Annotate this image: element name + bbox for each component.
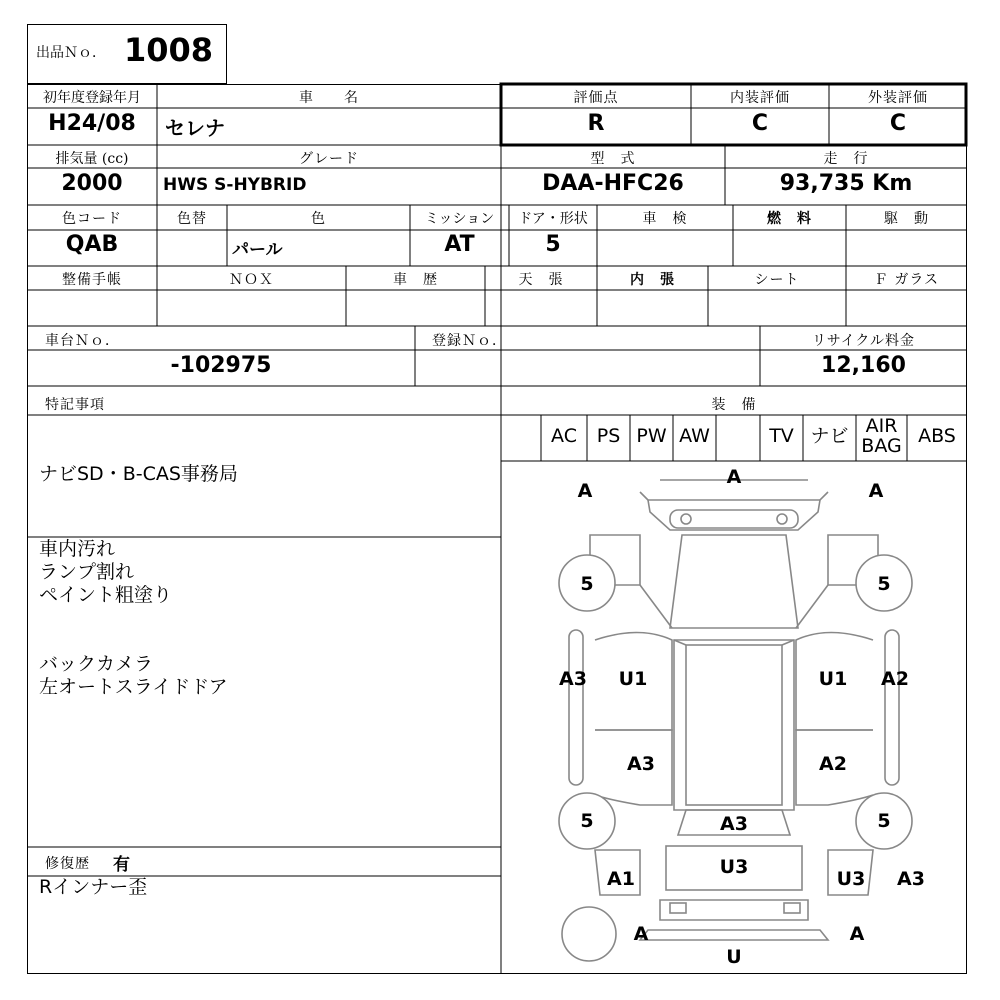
mileage-label: 走 行 bbox=[823, 151, 869, 167]
grade-value: HWS S-HYBRID bbox=[163, 175, 307, 195]
drive-label: 駆 動 bbox=[884, 211, 929, 227]
equipment-ps: PS bbox=[596, 425, 621, 447]
diagram-rear-right: A bbox=[849, 923, 865, 945]
color-code-value: QAB bbox=[65, 232, 119, 257]
maintenance-book-label: 整備手帳 bbox=[62, 272, 122, 288]
equipment-ac: AC bbox=[551, 425, 577, 447]
repair-history-label: 修復歴 bbox=[45, 856, 90, 872]
special-notes-body: 車内汚れ ランプ割れ ペイント粗塗り バックカメラ 左オートスライドドア bbox=[39, 538, 228, 698]
diagram-front-right: A bbox=[868, 480, 884, 502]
color-code-label: 色コード bbox=[62, 211, 122, 227]
equipment-tv: TV bbox=[769, 425, 794, 447]
exterior-grade-label: 外装評価 bbox=[868, 90, 928, 106]
fuel-label: 燃 料 bbox=[767, 211, 812, 227]
lot-number-value: 1008 bbox=[124, 31, 214, 69]
roof-lining-label: 天 張 bbox=[518, 272, 564, 288]
diagram-left-rear-quarter: A1 bbox=[607, 868, 635, 890]
displacement-value: 2000 bbox=[61, 171, 123, 196]
interior-grade-value: C bbox=[751, 111, 769, 136]
model-code-label: 型 式 bbox=[590, 151, 636, 167]
equipment-navi: ナビ bbox=[810, 425, 849, 447]
equipment-abs: ABS bbox=[918, 425, 956, 447]
door-value: 5 bbox=[545, 232, 561, 257]
special-notes-label: 特記事項 bbox=[45, 397, 105, 413]
score-label: 評価点 bbox=[573, 90, 619, 106]
chassis-number-label: 車台Ｎｏ． bbox=[45, 333, 120, 349]
diagram-left-rear-door: A3 bbox=[627, 753, 655, 775]
lot-number-label: 出品Ｎｏ． bbox=[36, 45, 106, 61]
car-name-label: 車 名 bbox=[299, 90, 359, 106]
exterior-grade-value: C bbox=[889, 111, 907, 136]
recycle-fee-label: リサイクル料金 bbox=[811, 333, 916, 349]
interior-grade-label: 内装評価 bbox=[730, 90, 790, 106]
vehicle-history-label: 車 歴 bbox=[393, 272, 438, 288]
diagram-tire-rear-left: 5 bbox=[580, 810, 594, 832]
first-registration-label: 初年度登録年月 bbox=[43, 90, 141, 106]
diagram-front-center: A bbox=[726, 466, 742, 488]
diagram-left-front-door: U1 bbox=[618, 668, 648, 690]
diagram-tire-rear-right: 5 bbox=[877, 810, 891, 832]
recycle-fee-value: 12,160 bbox=[821, 353, 906, 378]
front-glass-label: Ｆ ガラス bbox=[873, 272, 940, 288]
diagram-tire-front-right: 5 bbox=[877, 573, 891, 595]
repaint-label: 色替 bbox=[177, 211, 207, 227]
mission-label: ミッション bbox=[424, 211, 495, 227]
mileage-value: 93,735 Km bbox=[779, 171, 913, 196]
diagram-right-rear-door: A2 bbox=[819, 753, 847, 775]
color-label: 色 bbox=[311, 211, 326, 227]
grade-label: グレード bbox=[299, 151, 359, 167]
chassis-number-value: -102975 bbox=[170, 353, 272, 378]
diagram-rear-center: U bbox=[726, 946, 742, 968]
inspection-label: 車 検 bbox=[642, 211, 688, 227]
repair-note: Rインナー歪 bbox=[39, 876, 148, 898]
equipment-aw: AW bbox=[679, 425, 710, 447]
interior-trim-label: 内 張 bbox=[630, 272, 675, 288]
diagram-right-front-side: A2 bbox=[881, 668, 909, 690]
equipment-airbag: AIR BAG bbox=[861, 415, 902, 457]
diagram-front-left: A bbox=[577, 480, 593, 502]
diagram-right-rear-quarter: U3 bbox=[836, 868, 866, 890]
special-notes-top: ナビSD・B-CAS事務局 bbox=[39, 463, 238, 485]
diagram-back-door: U3 bbox=[719, 856, 749, 878]
repair-history-value: 有 bbox=[113, 855, 130, 875]
mission-value: AT bbox=[444, 232, 475, 257]
diagram-right-front-door: U1 bbox=[818, 668, 848, 690]
diagram-rear-left: A bbox=[633, 923, 649, 945]
equipment-label: 装 備 bbox=[711, 397, 757, 413]
car-name-value: セレナ bbox=[165, 116, 225, 140]
seat-label: シート bbox=[754, 272, 800, 288]
model-code-value: DAA-HFC26 bbox=[542, 171, 684, 196]
diagram-right-rear-fender: A3 bbox=[897, 868, 925, 890]
door-label: ドア・形状 bbox=[518, 211, 588, 227]
displacement-label: 排気量 (cc) bbox=[55, 151, 129, 167]
equipment-pw: PW bbox=[636, 425, 667, 447]
first-registration-value: H24/08 bbox=[48, 111, 136, 136]
nox-label: ＮＯＸ bbox=[229, 272, 274, 288]
registration-number-label: 登録Ｎｏ． bbox=[432, 333, 507, 349]
diagram-tire-front-left: 5 bbox=[580, 573, 594, 595]
diagram-left-front-side: A3 bbox=[559, 668, 587, 690]
score-value: R bbox=[587, 111, 605, 136]
color-value: パール bbox=[232, 240, 283, 260]
diagram-rear-glass: A3 bbox=[720, 813, 748, 835]
